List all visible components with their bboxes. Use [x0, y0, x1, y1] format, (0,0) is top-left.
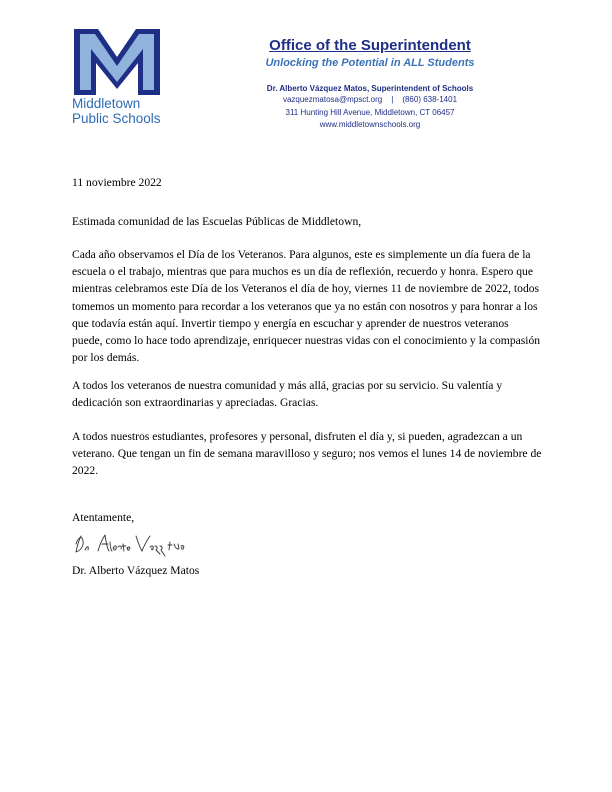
paragraph-1: Cada año observamos el Día de los Veteranos. Para algunos, este es simplemente un día fuera de la escuela o el trabajo, mientras que para muchos es un día de reflexión, recuerdo y honra. Espero que mientras celebramos este Día de los Veteranos el día de hoy, viernes 11 de noviembre de 2022, todos tomemos un momento para recordar a los veteranos que ya no están con nosotros y para honrar a los que todavía están aquí. Invertir tiempo y energía en escuchar y aprender de nuestros veteranos puede, como lo hace todo aprendizaje, enriquecer nuestras vidas con el conocimiento y la compasión por los demás.	[72, 248, 541, 365]
salutation: Estimada comunidad de las Escuelas Públicas de Middletown,	[72, 215, 362, 228]
paragraph-3: A todos nuestros estudiantes, profesores y personal, disfruten el día y, si pueden, agradezcan a un veterano. Que tengan un fin de semana maravilloso y seguro; nos vemos el lunes 14 de noviembre de 2022.	[72, 430, 542, 478]
letterhead-block	[210, 36, 530, 132]
contact-separator: |	[391, 95, 394, 104]
logo-line-1: Middletown	[72, 96, 141, 111]
tagline: Unlocking the Potential in ALL Students	[265, 57, 475, 69]
paragraph-2: A todos los veteranos de nuestra comunidad y más allá, gracias por su servicio. Su valentía y dedicación son extraordinarias y apreciadas. Gracias.	[72, 379, 503, 410]
logo-wordmark	[72, 96, 182, 126]
contact-line	[210, 94, 530, 107]
superintendent-name: Dr. Alberto Vázquez Matos, Superintendent of Schools	[266, 84, 474, 93]
phone-number: (860) 638-1401	[402, 95, 458, 104]
address: 311 Hunting Hill Avenue, Middletown, CT 06457	[285, 107, 455, 117]
letter-date: 11 noviembre 2022	[72, 176, 162, 189]
office-title: Office of the Superintendent	[269, 37, 471, 54]
handwritten-signature	[72, 532, 190, 558]
email-link[interactable]: vazquezmatosa@mpsct.org	[282, 95, 383, 104]
logo-line-2: Public Schools	[72, 111, 161, 126]
signer-name: Dr. Alberto Vázquez Matos	[72, 564, 200, 577]
website-link[interactable]: www.middletownschools.org	[319, 120, 421, 129]
closing: Atentamente,	[72, 511, 135, 524]
